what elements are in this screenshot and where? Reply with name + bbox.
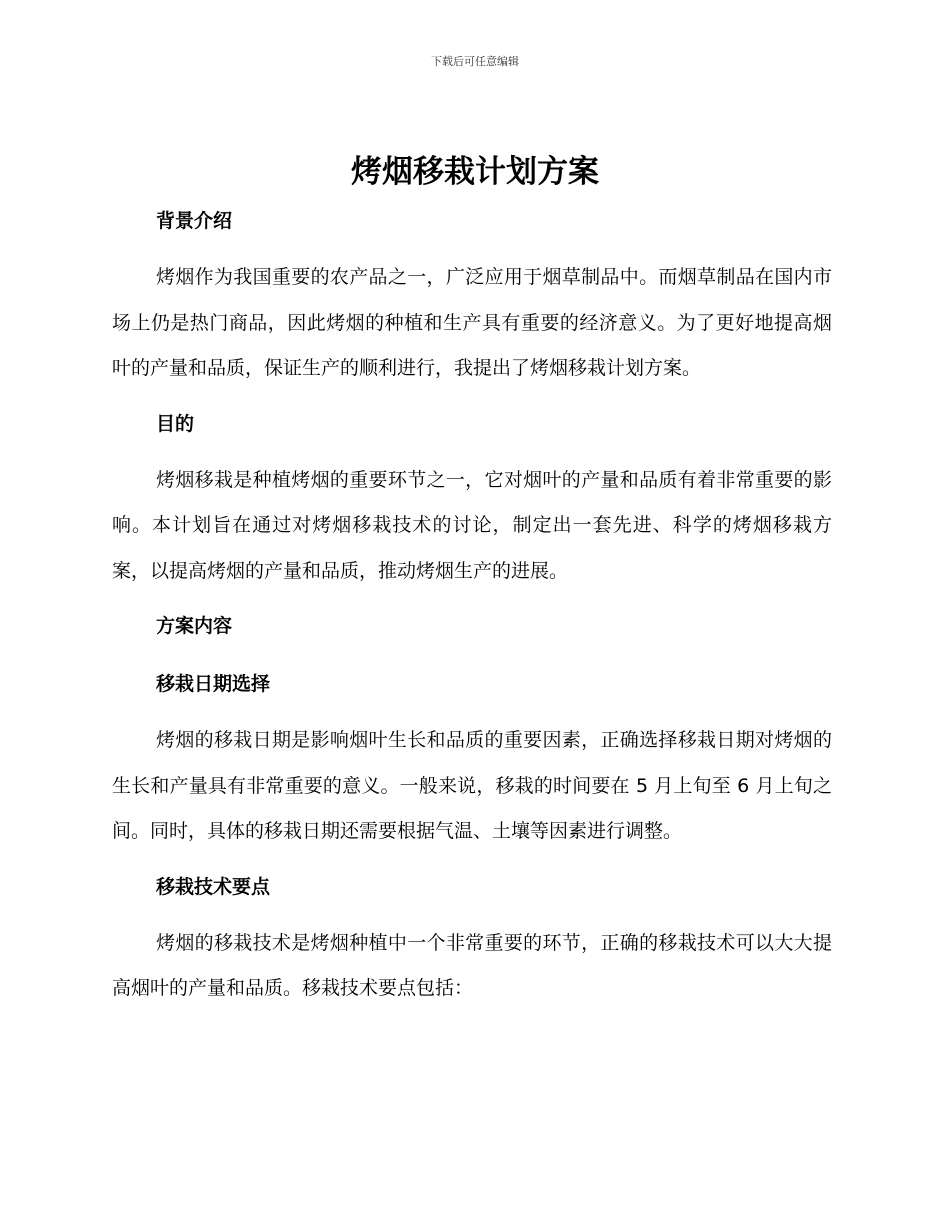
section-heading-background: 背景介绍 [156,210,233,232]
section-heading-purpose: 目的 [156,412,195,435]
section-heading-plan: 方案内容 [156,615,233,637]
page-header-note: 下载后可任意编辑 [431,55,519,68]
paragraph-background: 烤烟作为我国重要的农产品之一，广泛应用于烟草制品中。而烟草制品在国内市场上仍是热门商品，因此烤烟的种植和生产具有重要的经济意义。为了更好地提高烟叶的产量和品质，保证生产的顺利进行，我提出了烤烟移栽计划方案。 [112,266,832,379]
document-body [112,201,832,1012]
paragraph-purpose: 烤烟移栽是种植烤烟的重要环节之一，它对烟叶的产量和品质有着非常重要的影响。本计划旨在通过对烤烟移栽技术的讨论，制定出一套先进、科学的烤烟移栽方案，以提高烤烟的产量和品质，推动烤烟生产的进展。 [112,468,832,582]
section-heading-technique: 移栽技术要点 [156,875,271,898]
document-title: 烤烟移栽计划方案 [351,154,599,190]
paragraph-technique: 烤烟的移栽技术是烤烟种植中一个非常重要的环节，正确的移栽技术可以大大提高烟叶的产量和品质。移栽技术要点包括： [112,931,832,999]
paragraph-date-selection: 烤烟的移栽日期是影响烟叶生长和品质的重要因素，正确选择移栽日期对烤烟的生长和产量具有非常重要的意义。一般来说，移栽的时间要在 5 月上旬至 6 月上旬之间。同时，具体的移栽日期还需要根据气温、土壤等因素进行调整。 [112,729,832,842]
section-heading-date-selection: 移栽日期选择 [156,673,271,695]
